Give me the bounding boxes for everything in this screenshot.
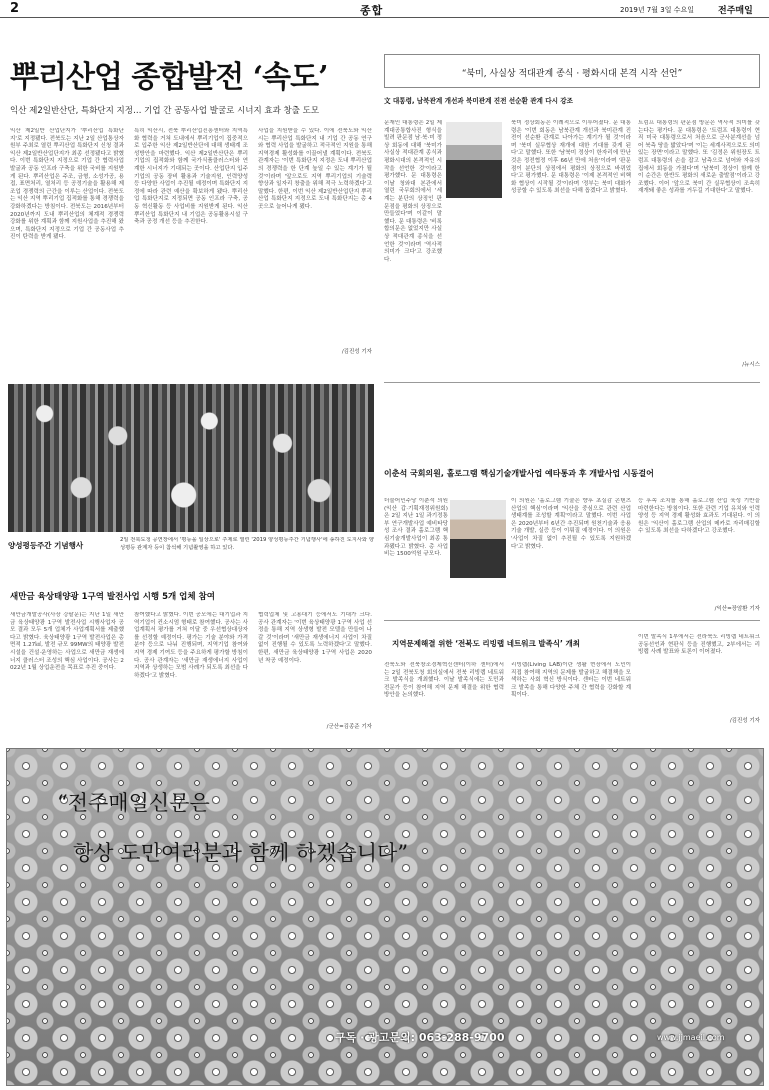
article-body-col2: 특히 익산시, 전북 뿌리산업진흥센터와 지역특화 협력을 거쳐 도내에서 뿌리기업이 집중적으로 입주한 익산 제2일반산단에 대해 생태계 조성방안을 마련했다. 익산 제2일반산단은 뿌리기업의 집적화와 함께 국가식품클러스터와 연계한 시너지가 기대되는 곳이다. 산업단지 입주기업의 공동 장비 활용과 기술지원, 인력양성 등 다양한 사업이 추진될 예정이며 특화단지 지정에 따라 관련 예산을 확보하게 됐다. 뿌리산업 특화단지로 지정되면 공동 인프라 구축, 공동 혁신활동 등 사업비를 지원받게 된다. 익산 뿌리산업 특화단지 내 기업은 공동활용시설 구축과 공정 개선 등을 추진한다. [134,128,248,226]
divider [384,620,760,621]
article-body-col1: 익산 제2일반 산업단지가 '뿌리산업 특화단지'로 지정됐다. 전북도는 지난 2일 산업통상자원부 주최로 열린 뿌리산업 특화단지 신청 결과 익산 제2일반산업단지가 최종 선정됐다고 밝혔다. 이번 특화단지 지정으로 기업 간 협력사업 발굴과 공동 인프라 구축을 위한 국비를 지원받게 된다. 뿌리산업은 주조, 금형, 소성가공, 용접, 표면처리, 열처리 등 공정기술을 활용해 제조업 경쟁력의 근간을 이루는 산업이다. 전북도는 익산 지역 뿌리기업 집적화를 통해 경쟁력을 강화하겠다는 방침이다. 전북도는 2016년부터 2020년까지 도내 뿌리산업의 체계적 경쟁력 강화를 위한 계획과 함께 지원사업을 추진해 왔으며, 특화단지 지정으로 기업 간 공동사업 추진이 탄력을 받게 됐다. [10,128,124,241]
article-subheadline: 익산 제2일반산단, 특화단지 지정… 기업 간 공동사업 발굴로 시너지 효과 창출 도모 [10,106,320,116]
divider [384,382,760,383]
ad-website-link[interactable]: www.jjmaeil.com [657,1033,725,1042]
article-subheadline: 文 대통령, 남북관계 개선과 북미관계 진전 선순환 관계 다시 강조 [384,97,573,105]
photo-caption: 2일 전북도청 공연장에서 '평등을 일상으로' 주제로 열린 '2019 양성평등주간 기념행사'에 송하진 도지사와 양성평등 관계자 등이 참석해 기념촬영을 하고 있다. [120,537,374,551]
article-body-col2: 이 의원은 '홀로그램 기술은 향후 초실감 콘텐츠 산업의 핵심'이라며 '익산을 중심으로 관련 산업 생태계를 조성할 계획'이라고 말했다. 이번 사업은 2020년부터 6년간 추진되며 원천기술과 응용기술 개발, 실증 등이 이뤄질 예정이다. 이 의원은 '사업이 차질 없이 추진될 수 있도록 지원하겠다'고 밝혔다. [511,498,631,550]
byline: /뉴시스 [742,362,760,368]
article-body-col3: 트럼프 대통령의 판문점 방문은 역사적 의미를 갖는다는 평가다. 문 대통령은 '트럼프 대통령이 현직 미국 대통령으로서 처음으로 군사분계선을 넘어 북측 땅을 밟았다'며 '이는 세계사적으로도 의미 있는 장면'이라고 말했다. 또 '김정은 위원장도 트럼프 대통령의 손을 잡고 남측으로 넘어와 자유의 집에서 회동을 가졌다'며 '남북미 정상이 함께 한 이 순간은 한반도 평화의 새로운 출발점'이라고 강조했다. 이어 '앞으로 북미 간 실무협상이 조속히 재개돼 좋은 성과를 거두길 기대한다'고 말했다. [638,120,760,195]
article-body-col2: 북미 정상회동은 이례적으로 이루어졌다. 문 대통령은 '이번 회동은 남북관계 개선과 북미관계 진전이 선순환 관계로 나아가는 계기가 될 것'이라며 '북미 실무협상 재개에 대한 기대를 갖게 된다'고 말했다. 또한 '남북미 정상이 한자리에 만난 것은 정전협정 이후 66년 만에 처음'이라며 '판문점이 분단의 상징에서 평화의 상징으로 바뀌었다'고 평가했다. 문 대통령은 '이제 본격적인 비핵화 협상이 시작될 것'이라며 '정부는 북미 대화가 성공할 수 있도록 최선을 다해 돕겠다'고 밝혔다. [511,120,631,195]
article-headline: “북미, 사실상 적대관계 종식 · 평화시대 본격 시작 선언” [461,69,683,79]
article-body-col2: 리빙랩(Living LAB)이란 생활 현장에서 도민이 직접 참여해 지역의 문제를 발굴하고 해결책을 모색하는 사회 혁신 방식이다. 센터는 이번 네트워크 발족을 통해 다양한 주체 간 협력을 강화할 계획이다. [511,662,631,699]
page-number: 2 [10,1,20,16]
article-body-col1: 문재인 대통령은 2일 제계대공통합사진 형식을 빌려 판문점 남·북·미 정상 회동에 대해 '북미가 사실상 적대관계 종식과 평화시대의 본격적인 시작을 선언한 것'이라고 평가했다. 문 대통령은 이날 청와대 본관에서 열린 국무회의에서 '세계는 분단의 상징인 판문점을 평화의 상징으로 만들었다'며 이같이 말했다. 문 대통령은 '비록 합의문은 없었지만 사실상 적대관계 종식을 선언한 것'이라며 '역사적 의미가 크다'고 강조했다. [384,120,442,263]
page-header [0,0,769,18]
byline: /익산=장암환 기자 [714,606,760,612]
article-headline: 뿌리산업 종합발전 ‘속도’ [10,60,328,95]
byline: /군산=김종준 기자 [326,724,372,730]
article-body-col1: 새만금개발공사(사장 강팔문)는 지난 1일 새만금 육상태양광 1구역 발전사업 시행사업자 공모 결과 모두 5개 업체가 사업계획서를 제출했다고 밝혔다. 육상태양광 1구역 발전사업은 총 면적 1.27㎢, 발전 규모 99MW의 태양광 발전시설을 건설·운영하는 사업으로 새만금 재생에너지 클러스터 조성의 핵심 사업이다. 공사는 2022년 1월 상업운전을 목표로 추진 중이다. [10,612,124,672]
article-body-col2: 참여했다고 밝혔다. 이번 공모에는 대기업과 지역기업이 컨소시엄 형태로 참여했다. 공사는 사업계획서 평가를 거쳐 이달 중 우선협상대상자를 선정할 예정이다. 평가는 기술 분야와 가격 분야 등으로 나눠 진행되며, 지역기업 참여와 지역 경제 기여도 등을 주요하게 평가할 방침이다. 공사 관계자는 '새만금 재생에너지 사업이 지역과 상생하는 모범 사례가 되도록 최선을 다하겠다'고 밝혔다. [134,612,248,679]
issue-date: 2019년 7월 3일 수요일 [620,6,694,14]
advertisement-banner [6,748,764,1086]
ad-line-2: 항상 도민여러분과 함께 하겠습니다” [73,841,409,865]
paper-name: 전주매일 [718,6,753,16]
ad-contact: 구독 · 광고문의: 063-288-9700 [335,1031,505,1044]
byline: /김진성 기자 [729,718,760,724]
lawmaker-photo [450,500,506,578]
article-body-col3: 협력업체 및 고용대기 등에서도 기대가 크다. 공사 관계자는 '이번 육상태양광 1구역 사업 선정을 통해 지역 상생형 발전 모델을 만들어 나갈 것'이라며 '새만금 재생에너지 사업이 차질 없이 진행될 수 있도록 노력하겠다'고 말했다. 한편, 새만금 육상태양광 1구역 사업은 2020년 착공 예정이다. [258,612,372,664]
article-headline: 이춘석 국회의원, 홀로그램 핵심기술개발사업 예타통과 후 개발사업 시동걸어 [384,469,654,478]
article-headline: 지역문제해결 위한 ‘전북도 리빙랩 네트워크 발족식’ 개최 [392,639,580,648]
article-headline: 새만금 육상태양광 1구역 발전사업 시행 5개 업체 참여 [10,592,215,602]
article-body-col1: 더불어민주당 이춘석 의원(익산 갑·기획재정위원회)은 2일 지난 1일 과기정통부 연구개발사업 예비타당성 조사 결과 홀로그램 핵심기술개발사업이 최종 통과됐다고 밝혔다. 총 사업비는 1500억원 규모다. [384,498,448,558]
section-name: 종합 [360,4,384,17]
article-body-col3: 이번 발족식 1부에서는 전라북도 리빙랩 네트워크 공동선언과 현판식 등을 진행했고, 2부에서는 리빙랩 사례 발표와 토론이 이어졌다. [638,634,760,656]
event-photo [8,384,374,532]
article-body-col3: 등 후속 조치를 통해 홀로그램 산업 육성 기반을 마련한다는 방침이다. 또한 관련 기업 유치와 인력 양성 등 지역 경제 활성화 효과도 기대된다. 이 의원은 '익산이 홀로그램 산업의 메카로 자리매김할 수 있도록 최선을 다하겠다'고 강조했다. [638,498,760,535]
headline-box [384,54,760,88]
ad-line-1: “전주매일신문은 [57,791,210,815]
article-body-col3: 사업을 지원받을 수 있다. 이에 전북도와 익산시는 뿌리산업 특화단지 내 기업 간 공동 연구와 협력 사업을 발굴하고 적극적인 지원을 통해 지역경제 활성화를 이끌어낼 계획이다. 전북도 관계자는 '이번 특화단지 지정은 도내 뿌리산업의 경쟁력을 한 단계 높일 수 있는 계기가 될 것'이라며 '앞으로도 지역 뿌리기업의 기술력 향상과 일자리 창출을 위해 적극 노력하겠다'고 말했다. 한편, 이번 익산 제2일반산업단지 뿌리산업 특화단지 지정으로 도내 특화단지는 총 4곳으로 늘어나게 됐다. [258,128,372,210]
byline: /김진성 기자 [341,349,372,355]
article-body-col1: 전북도와 전북창조경제혁신센터(이하 센터)에서는 2일 전북도청 회의실에서 전북 리빙랩 네트워크 발족식을 개최했다. 이날 발족식에는 도민과 전문가 등이 참여해 지역 문제 해결을 위한 협력 방안을 논의했다. [384,662,504,699]
photo-label: 양성평등주간 기념행사 [8,541,84,550]
